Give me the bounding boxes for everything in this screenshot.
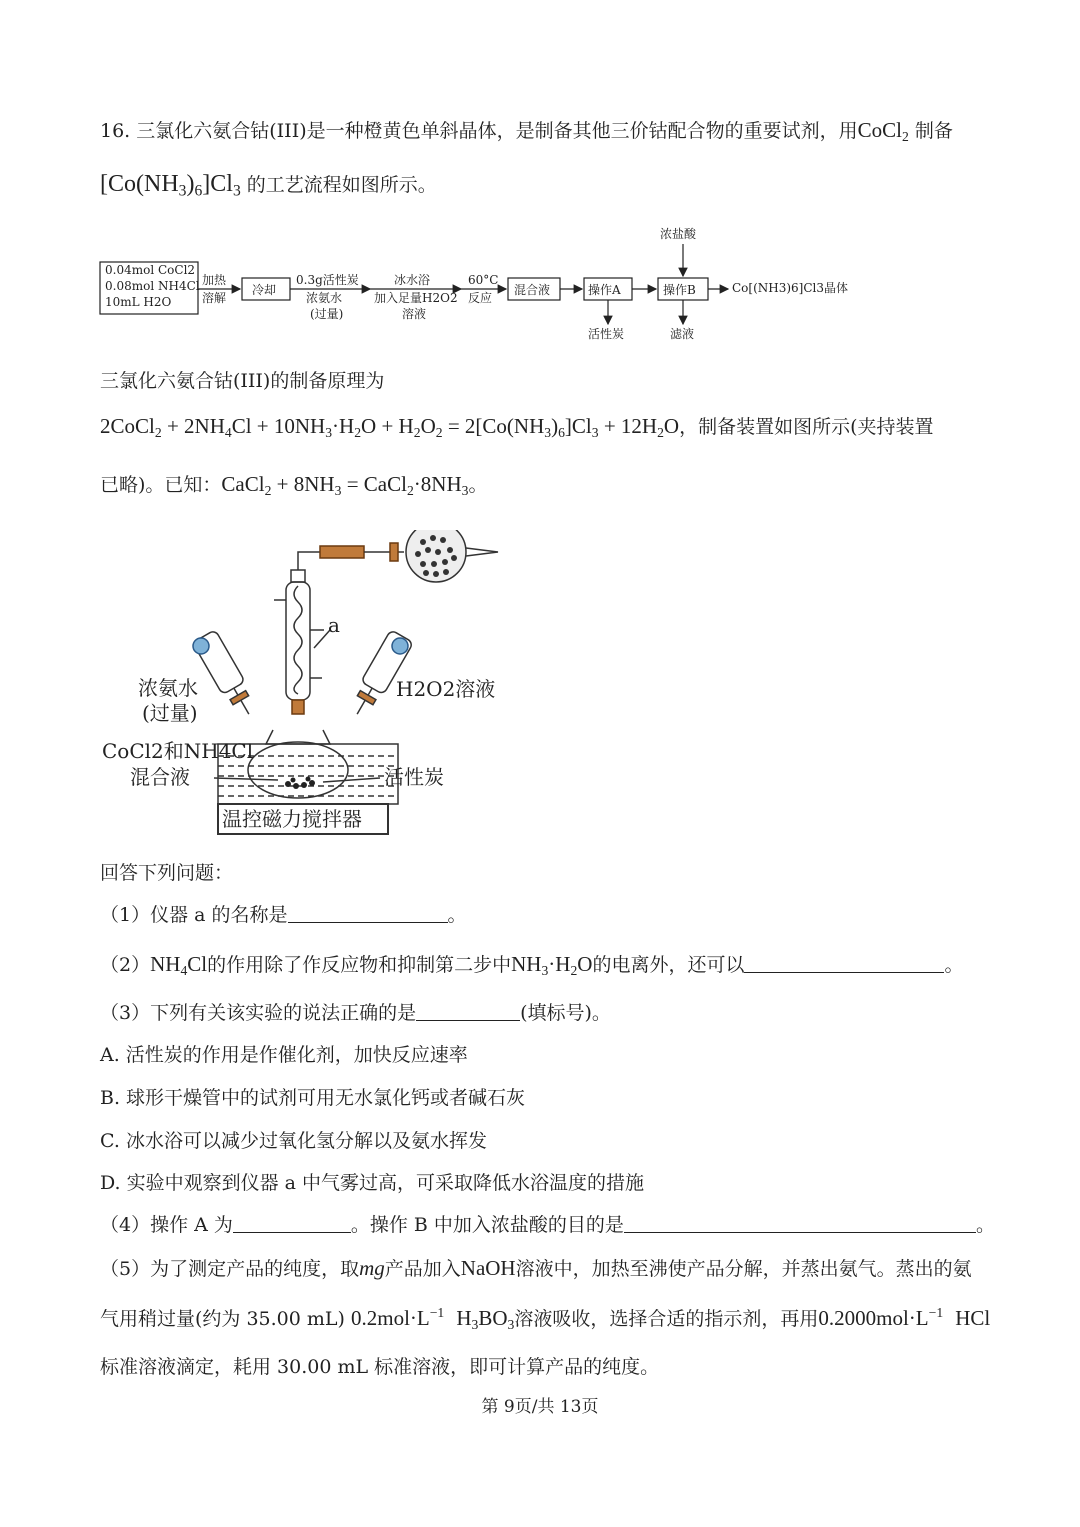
question-5-line2: 气用稍过量(约为 35.00 mL) $0.2mol\cdot L^{-1}$ $H_3BO_3$溶液吸收，选择合适的指示剂，再用$0.2000mol\cdot L^{-1}$ HCl xyxy=(100,1304,991,1333)
question-1: （1）仪器 a 的名称是 。 xyxy=(100,904,467,926)
question-3: （3）下列有关该实验的说法正确的是 (填标号)。 xyxy=(100,1002,611,1024)
step3-c: 溶液 xyxy=(402,307,427,321)
cool-label: 冷却 xyxy=(252,283,277,297)
step1-a: 加热 xyxy=(202,273,227,287)
label-carbon: 活性炭 xyxy=(384,765,444,789)
step3-b: 加入足量H2O2 xyxy=(374,291,458,305)
question-number: 16. xyxy=(100,120,131,142)
mixture-label: 混合液 xyxy=(514,283,551,297)
question-5-line1: （5）为了测定产品的纯度，取mg产品加入NaOH溶液中，加热至沸使产品分解，并蒸出氨气。蒸出的氨 xyxy=(100,1256,972,1280)
process-flowchart xyxy=(96,220,876,350)
label-ammonia-1: 浓氨水 xyxy=(138,676,198,700)
carbon-out-label: 活性炭 xyxy=(588,327,625,341)
step2-c: (过量) xyxy=(310,307,344,321)
question-intro-line2 xyxy=(100,170,437,199)
label-mixture-1: CoCl2和NH4Cl xyxy=(102,739,254,763)
answer-blank-1[interactable] xyxy=(288,904,448,923)
answer-blank-3[interactable] xyxy=(416,1002,520,1021)
operation-b-label: 操作B xyxy=(663,283,696,297)
start-line-3: 10mL H2O xyxy=(105,295,172,309)
start-line-2: 0.08mol NH4Cl xyxy=(105,279,200,293)
answer-intro: 回答下列问题： xyxy=(100,862,234,884)
intro-text-2: 制备 xyxy=(914,120,953,142)
label-stirrer: 温控磁力搅拌器 xyxy=(222,807,362,831)
step3-a: 冰水浴 xyxy=(394,273,431,287)
question-5-line3: 标准溶液滴定，耗用 30.00 mL 标准溶液，即可计算产品的纯度。 xyxy=(100,1356,660,1378)
step4-b: 反应 xyxy=(468,291,493,305)
option-a: A. 活性炭的作用是作催化剂，加快反应速率 xyxy=(100,1044,468,1066)
equation-line xyxy=(100,414,934,439)
answer-blank-4b[interactable] xyxy=(624,1214,976,1233)
label-h2o2: H2O2溶液 xyxy=(396,677,496,701)
label-a: a xyxy=(328,613,340,637)
option-d: D. 实验中观察到仪器 a 中气雾过高，可采取降低水浴温度的措施 xyxy=(100,1172,645,1194)
equation-tail: ，制备装置如图所示(夹持装置 xyxy=(679,416,934,438)
answer-blank-4a[interactable] xyxy=(233,1214,351,1233)
operation-a-label: 操作A xyxy=(588,283,621,297)
reaction-equation: 2CoCl$_2$ + $2NH_4Cl + 10NH_3\cdot H_2O + H_2O_2 = 2[Co(NH_3)_6]Cl_3 + 12H_2O$ xyxy=(100,414,680,441)
label-mixture-2: 混合液 xyxy=(130,765,190,789)
cocl2-formula: CoCl$_2$ xyxy=(857,118,909,145)
step2-a: 0.3g活性炭 xyxy=(296,273,359,287)
known-line: 已略)。已知：CaCl$_2$ + $8NH_3$ = $CaCl_2\cdot 8NH_3$。 xyxy=(100,472,488,499)
intro-text-1: 三氯化六氨合钴(III)是一种橙黄色单斜晶体，是制备其他三价钴配合物的重要试剂，用 xyxy=(136,120,858,142)
rubber-connector xyxy=(320,546,364,558)
option-b: B. 球形干燥管中的试剂可用无水氯化钙或者碱石灰 xyxy=(100,1087,526,1109)
question-4: （4）操作 A 为 。操作 B 中加入浓盐酸的目的是 。 xyxy=(100,1214,995,1236)
step4-a: 60°C xyxy=(468,273,499,287)
principle-label: 三氯化六氨合钴(III)的制备原理为 xyxy=(100,370,385,392)
step2-b: 浓氨水 xyxy=(306,291,343,305)
intro-text-3: 的工艺流程如图所示。 xyxy=(246,174,437,196)
apparatus-diagram xyxy=(98,530,518,840)
hcl-in-label: 浓盐酸 xyxy=(660,227,697,241)
known-label: 已略)。已知： xyxy=(100,474,222,496)
option-c: C. 冰水浴可以减少过氧化氢分解以及氨水挥发 xyxy=(100,1130,487,1152)
filtrate-label: 滤液 xyxy=(670,327,695,341)
product-label: Co[(NH3)6]Cl3晶体 xyxy=(732,281,849,295)
product-formula: $[Co(NH_3)_6]Cl_3$ xyxy=(100,171,241,200)
step1-b: 溶解 xyxy=(202,291,227,305)
question-intro-line1 xyxy=(100,118,953,143)
known-equation: CaCl$_2$ + $8NH_3$ = $CaCl_2\cdot 8NH_3$ xyxy=(221,472,469,499)
question-2: $(2)NH_4Cl$的作用除了作反应物和抑制第二步中$NH_3\cdot H_2O$的电离外，还可以 。 xyxy=(100,952,964,979)
flowchart-svg xyxy=(96,220,876,350)
label-ammonia-2: (过量) xyxy=(142,701,198,725)
page-footer: 第 9页/共 13页 xyxy=(481,1397,599,1417)
start-line-1: 0.04mol CoCl2 xyxy=(105,263,196,277)
apparatus-svg xyxy=(98,530,518,840)
answer-blank-2[interactable] xyxy=(744,954,944,973)
